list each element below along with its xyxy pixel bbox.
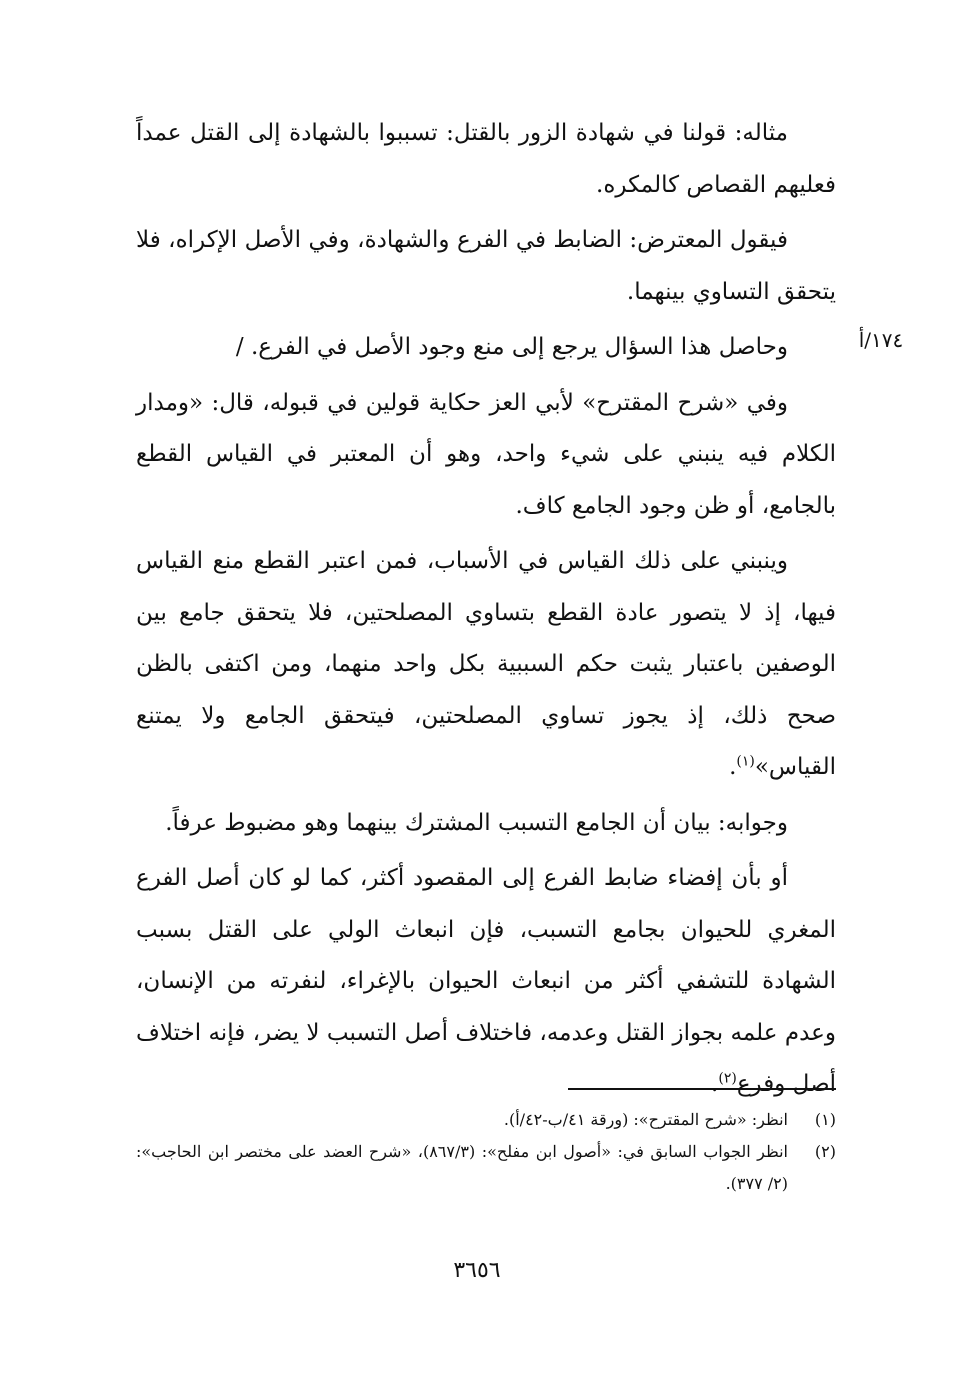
footnote-separator: [568, 1088, 836, 1090]
paragraph-sharh-quote: [136, 378, 836, 533]
paragraph-text: وفي «شرح المقترح» لأبي العز حكاية قولين في قبوله، قال: «ومدار الكلام فيه ينبني على شيء واحد، وهو أن المعتبر في القياس القطع بالجامع، أو ظن وجود الجامع كاف.: [136, 389, 836, 519]
page-number: ٣٦٥٦: [453, 1258, 501, 1283]
paragraph-alternative-answer: [136, 853, 836, 1111]
paragraph-asbab: [136, 536, 836, 794]
paragraph-text: أو بأن إفضاء ضابط الفرع إلى المقصود أكثر، كما لو كان أصل الفرع المغري للحيوان بجامع التسبب، فإن انبعاث الولي على القتل بسبب الشهادة للتشفي أكثر من انبعاث الحيوان بالإغراء، لنفرته من الإنسان، وعدم علمه بجواز القتل وعدمه، فاختلاف أصل التسبب لا يضر، فإنه اختلاف أصل وفرع: [136, 865, 836, 1097]
footnotes: [136, 1104, 836, 1200]
footnote-2: [136, 1136, 836, 1200]
footnote-number: (٢): [814, 1142, 836, 1161]
paragraph-tail: .: [711, 1071, 719, 1097]
footnote-text: انظر: «شرح المقترح»: (ورقة ٤١/ب-٤٢/أ).: [503, 1110, 788, 1129]
paragraph-text: وحاصل هذا السؤال يرجع إلى منع وجود الأصل في الفرع. /: [235, 334, 788, 360]
paragraph-text: وجوابه: بيان أن الجامع التسبب المشترك بينهما وهو مضبوط عرفاً.: [165, 809, 788, 836]
footnote-ref-2[interactable]: (٢): [718, 1070, 737, 1087]
main-text-body: [136, 108, 836, 1115]
paragraph-objection: [136, 215, 836, 318]
paragraph-tail: .: [729, 754, 737, 780]
paragraph-text: وينبني على ذلك القياس في الأسباب، فمن اعتبر القطع منع القياس فيها، إذ لا يتصور عادة القطع بتساوي المصلحتين، فلا يتحقق جامع بين الوصفين باعتبار يثبت حكم السببية بكل واحد منهما، ومن اكتفى بالظن صحح ذلك، إذ يجوز تساوي المصلحتين، فيتحقق الجامع ولا يمتنع القياس»: [136, 548, 836, 780]
footnote-ref-1[interactable]: (١): [736, 753, 755, 770]
paragraph-summary: [136, 322, 836, 374]
footnote-number: (١): [814, 1110, 836, 1129]
paragraph-answer: [136, 798, 836, 850]
paragraph-text: مثاله: قولنا في شهادة الزور بالقتل: تسببوا بالشهادة إلى القتل عمداً فعليهم القصاص كالمكره.: [136, 120, 836, 198]
footnote-text: انظر الجواب السابق في: «أصول ابن مفلح»: (٨٦٧/٣)، «شرح العضد على مختصر ابن الحاجب»: (٢/ ٣٧٧).: [136, 1142, 789, 1193]
paragraph-example: [136, 108, 836, 211]
footnote-1: [136, 1104, 836, 1136]
paragraph-text: فيقول المعترض: الضابط في الفرع والشهادة، وفي الأصل الإكراه، فلا يتحقق التساوي بينهما.: [136, 227, 836, 305]
marginal-folio-note: ١٧٤/أ: [858, 328, 904, 352]
